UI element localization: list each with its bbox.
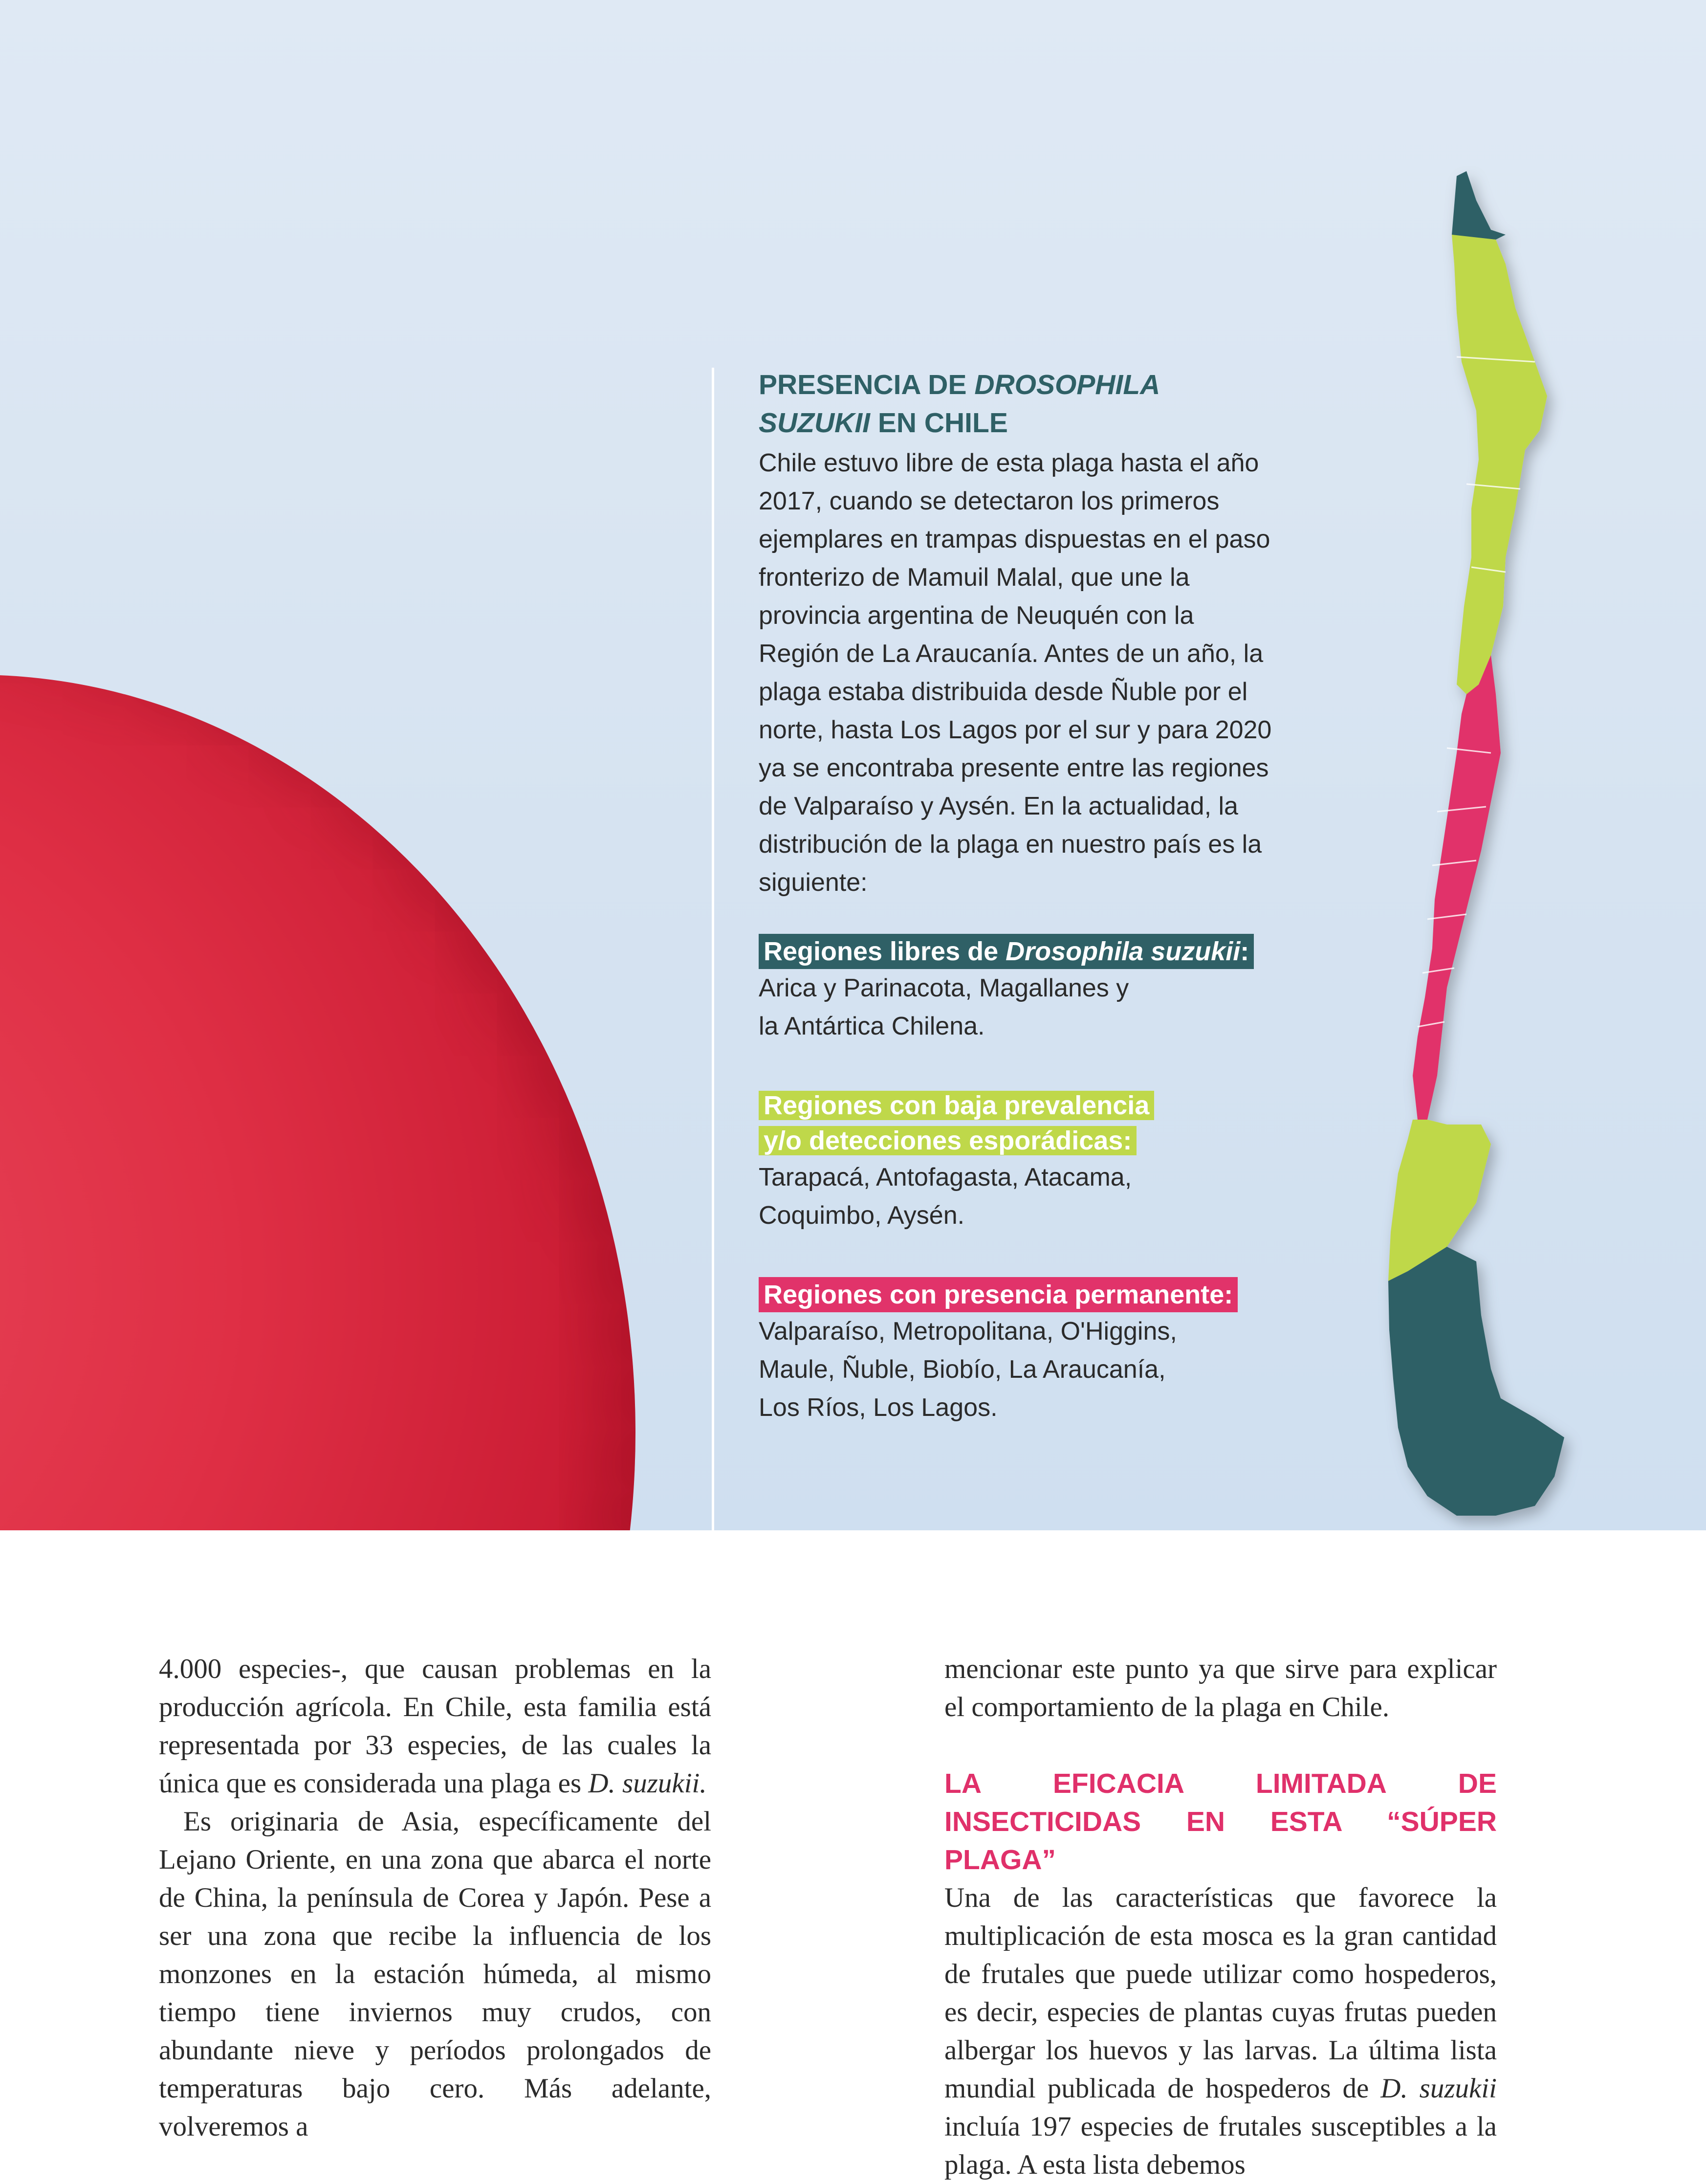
map-region-permanent-central [1413,655,1501,1120]
info-box-intro: Chile estuvo libre de esta plaga hasta el año 2017, cuando se detectaron los primeros ejemplares en trampas dispuestas en el paso fronterizo de Mamuil Malal, que une la provincia argentina de Neuquén con la Región de La Araucanía. Antes de un año, la plaga estaba distribuida desde Ñuble por el norte, hasta Los Lagos por el sur y para 2020 ya se encontraba presente entre las regiones de Valparaíso y Aysén. En la actualidad, la distribución de la plaga en nuestro país es la siguiente: [759,449,1272,897]
legend-permanent [759,1277,1277,1427]
left-paragraph-1: 4.000 especies-, que causan problemas en la producción agrícola. En Chile, esta familia está representada por 33 especies, de las cuales la única que es considerada una plaga es D. suzukii. [159,1654,711,1799]
left-paragraph-2: Es originaria de Asia, específicamente del Lejano Oriente, en una zona que abarca el norte de China, la península de Corea y Japón. Pese a ser una zona que recibe la influencia de los monzones en la estación húmeda, al mismo tiempo tiene inviernos muy crudos, con abundante nieve y períodos prolongados de temperaturas bajo cero. Más adelante, volveremos a [159,1806,711,2142]
article-left-column [159,1650,711,2146]
legend-free [759,934,1277,1045]
map-region-free-north [1452,171,1506,240]
section-heading: LA EFICACIA LIMITADA DE INSECTICIDAS EN ESTA “SÚPER PLAGA” [944,1768,1497,1875]
legend-label-free: Regiones libres de Drosophila suzukii: [759,934,1254,969]
article-right-column [944,1650,1497,2184]
right-paragraph-2: Una de las características que favorece la multiplicación de esta mosca es la gran cantidad de frutales que puede utilizar como hospederos, es decir, especies de plantas cuyas frutas pueden albergar los huevos y las larvas. La última lista mundial publicada de hospederos de D. suzukii incluía 197 especies de frutales susceptibles a la plaga. A esta lista debemos [944,1882,1497,2180]
map-region-low-north [1452,235,1547,694]
legend-low [759,1088,1277,1235]
right-paragraph-1: mencionar este punto ya que sirve para explicar el comportamiento de la plaga en Chile. [944,1654,1497,1722]
info-box-title: PRESENCIA DE DROSOPHILA SUZUKII EN CHILE [759,369,1159,439]
legend-label-permanent: Regiones con presencia permanente: [759,1277,1238,1312]
map-region-free-south [1388,1247,1564,1516]
red-fruit-image [0,675,635,1530]
divider-line [712,368,714,1530]
legend-regions-permanent: Valparaíso, Metropolitana, O'Higgins, Maule, Ñuble, Biobío, La Araucanía, Los Ríos, Los Lagos. [759,1317,1177,1422]
legend-regions-free: Arica y Parinacota, Magallanes y la Antártica Chilena. [759,974,1129,1040]
legend-regions-low: Tarapacá, Antofagasta, Atacama, Coquimbo, Aysén. [759,1163,1132,1230]
chile-distribution-map [1261,166,1584,1530]
legend-label-low: Regiones con baja prevalencia y/o detecciones esporádicas: [759,1091,1154,1155]
